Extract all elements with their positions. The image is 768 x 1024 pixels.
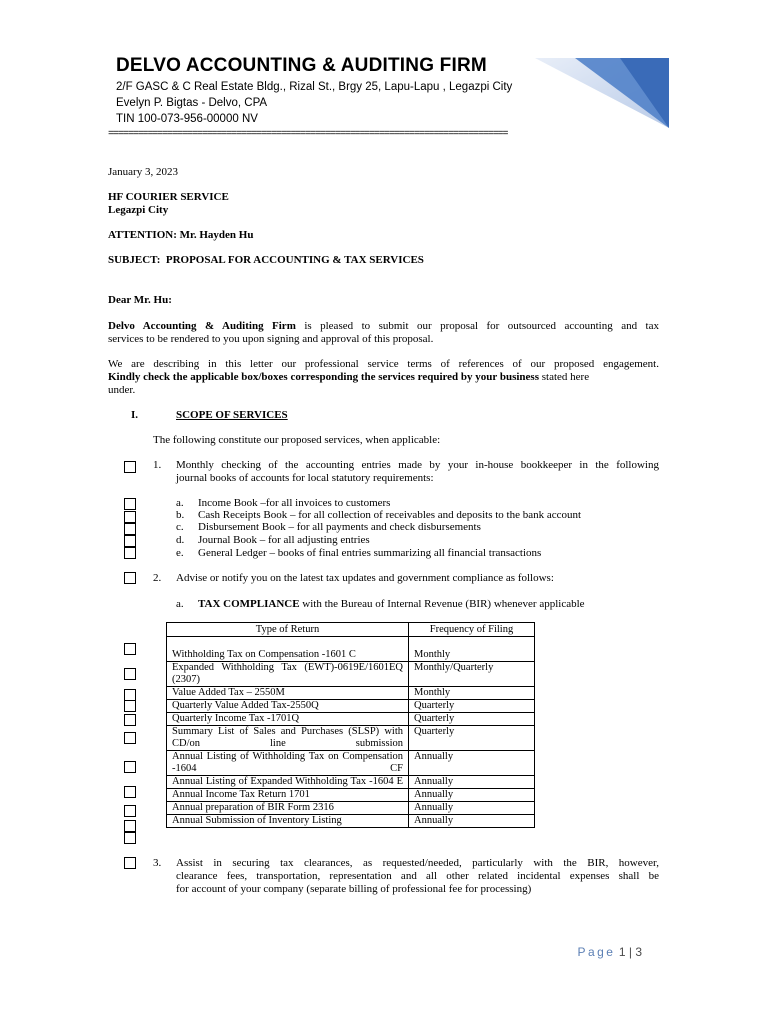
page-total: 3 [635,945,642,959]
tax-compliance-rest: with the Bureau of Internal Revenue (BIR) whenever applicable [299,598,585,610]
page-footer [577,945,642,959]
return-type: Annual preparation of BIR Form 2316 [167,802,409,815]
recipient-city: Legazpi City [108,204,169,216]
page-separator: | [628,945,632,959]
return-type: Withholding Tax on Compensation -1601 C [167,637,409,662]
attention-line: ATTENTION: Mr. Hayden Hu [108,229,254,241]
item1-number: 1. [153,459,162,471]
subitem-letter: c. [176,521,184,533]
subitem-text: Income Book –for all invoices to customers [198,497,391,509]
return-frequency: Quarterly [409,700,535,713]
table-row [167,751,535,776]
item2a-text [198,598,585,611]
return-frequency: Annually [409,815,535,828]
subitem-a-checkbox[interactable] [124,498,136,510]
salutation: Dear Mr. Hu: [108,294,172,306]
description-paragraph-line1: We are describing in this letter our professional service terms of references of our proposed engagement. [108,358,659,370]
intro-paragraph-line2: services to be rendered to you upon signing and approval of this proposal. [108,333,434,345]
tax-row-checkbox[interactable] [124,668,136,680]
return-type: Quarterly Income Tax -1701Q [167,713,409,726]
return-frequency: Quarterly [409,726,535,751]
subject-line: SUBJECT: PROPOSAL FOR ACCOUNTING & TAX SERVICES [108,254,424,266]
subitem-letter: d. [176,534,185,546]
subitem-e-checkbox[interactable] [124,547,136,559]
subitem-c-checkbox[interactable] [124,523,136,535]
description-paragraph-line2 [108,371,659,384]
table-row [167,802,535,815]
item3-text-line1: Assist in securing tax clearances, as requested/needed, particularly with the BIR, however, [176,857,659,869]
subitem-letter: b. [176,509,185,521]
header-separator: ================================================================================= [108,129,508,140]
return-frequency: Annually [409,789,535,802]
item3-checkbox[interactable] [124,857,136,869]
letter-date: January 3, 2023 [108,166,178,178]
subitem-text: Disbursement Book – for all payments and check disbursements [198,521,481,533]
return-type: Annual Submission of Inventory Listing [167,815,409,828]
return-type [167,662,409,687]
description-paragraph-line3: under. [108,384,136,396]
table-row [167,637,535,662]
tax-row-checkbox[interactable] [124,820,136,832]
item3-text-line3: for account of your company (separate billing of professional fee for processing) [176,883,532,895]
subitem-b-checkbox[interactable] [124,511,136,523]
return-type: Value Added Tax – 2550M [167,687,409,700]
item1-text-line2: journal books of accounts for local statutory requirements: [176,472,434,484]
return-type: Quarterly Value Added Tax-2550Q [167,700,409,713]
return-type [167,751,409,776]
tax-row-checkbox[interactable] [124,643,136,655]
item2a-letter: a. [176,598,184,610]
tax-row-checkbox[interactable] [124,832,136,844]
return-type [167,726,409,751]
table-row [167,687,535,700]
table-row [167,713,535,726]
tax-row-checkbox[interactable] [124,805,136,817]
subitem-text: Journal Book – for all adjusting entries [198,534,370,546]
table-row [167,776,535,789]
return-frequency: Quarterly [409,713,535,726]
section-title: SCOPE OF SERVICES [176,409,288,421]
tax-row-checkbox[interactable] [124,732,136,744]
firm-name-inline: Delvo Accounting & Auditing Firm [108,320,296,332]
tax-compliance-label: TAX COMPLIANCE [198,598,300,610]
subitem-letter: e. [176,547,184,559]
tax-row-checkbox[interactable] [124,714,136,726]
table-row [167,700,535,713]
return-frequency: Annually [409,751,535,776]
item2-text: Advise or notify you on the latest tax updates and government compliance as follows: [176,572,554,584]
item2-number: 2. [153,572,162,584]
return-type-text: Annual Listing of Withholding Tax on Compensation -1604 CF [172,751,403,774]
check-instruction: Kindly check the applicable box/boxes corresponding the services required by your business [108,371,539,383]
return-type-text: Expanded Withholding Tax (EWT)-0619E/1601EQ (2307) [172,662,403,685]
section-numeral: I. [131,409,139,421]
table-header-row [167,623,535,637]
item2-checkbox[interactable] [124,572,136,584]
item1-checkbox[interactable] [124,461,136,473]
item3-number: 3. [153,857,162,869]
header-banner-graphic [535,58,669,128]
return-frequency: Annually [409,776,535,789]
subitem-text: General Ledger – books of final entries summarizing all financial transactions [198,547,542,559]
page-label: Page [577,945,616,959]
subitem-text: Cash Receipts Book – for all collection of receivables and deposits to the bank account [198,509,582,521]
table-row [167,815,535,828]
tax-row-checkbox[interactable] [124,761,136,773]
item3-text-line2: clearance fees, transportation, representation and all other related incidental expenses shall be [176,870,659,882]
return-type [167,776,409,789]
tax-returns-table [166,622,535,828]
return-type-text: Annual Listing of Expanded Withholding Tax -1604 E [172,776,403,787]
return-type-text: Summary List of Sales and Purchases (SLSP) with CD/on line submission [172,726,403,749]
return-frequency: Monthly [409,687,535,700]
page-number: 1 [618,945,626,959]
return-type: Annual Income Tax Return 1701 [167,789,409,802]
table-row [167,789,535,802]
table-row [167,662,535,687]
scope-intro: The following constitute our proposed services, when applicable: [153,434,441,446]
return-frequency: Monthly/Quarterly [409,662,535,687]
intro-paragraph-line1 [108,320,659,333]
return-frequency: Annually [409,802,535,815]
firm-address: 2/F GASC & C Real Estate Bldg., Rizal St., Brgy 25, Lapu-Lapu , Legazpi City [116,81,513,93]
tax-row-checkbox[interactable] [124,786,136,798]
firm-name: DELVO ACCOUNTING & AUDITING FIRM [116,55,487,76]
subitem-d-checkbox[interactable] [124,535,136,547]
tax-row-checkbox[interactable] [124,700,136,712]
return-frequency: Monthly [409,637,535,662]
table-header-frequency: Frequency of Filing [409,623,535,637]
recipient-company: HF COURIER SERVICE [108,191,229,203]
table-header-type: Type of Return [167,623,409,637]
table-row [167,726,535,751]
check-instruction-rest: stated here [538,371,590,383]
subitem-letter: a. [176,497,184,509]
tin-number: TIN 100-073-956-00000 NV [116,113,258,125]
item1-text-line1: Monthly checking of the accounting entries made by your in-house bookkeeper in the following [176,459,659,471]
intro-text: is pleased to submit our proposal for outsourced accounting and tax [295,320,659,332]
cpa-name: Evelyn P. Bigtas - Delvo, CPA [116,97,268,109]
